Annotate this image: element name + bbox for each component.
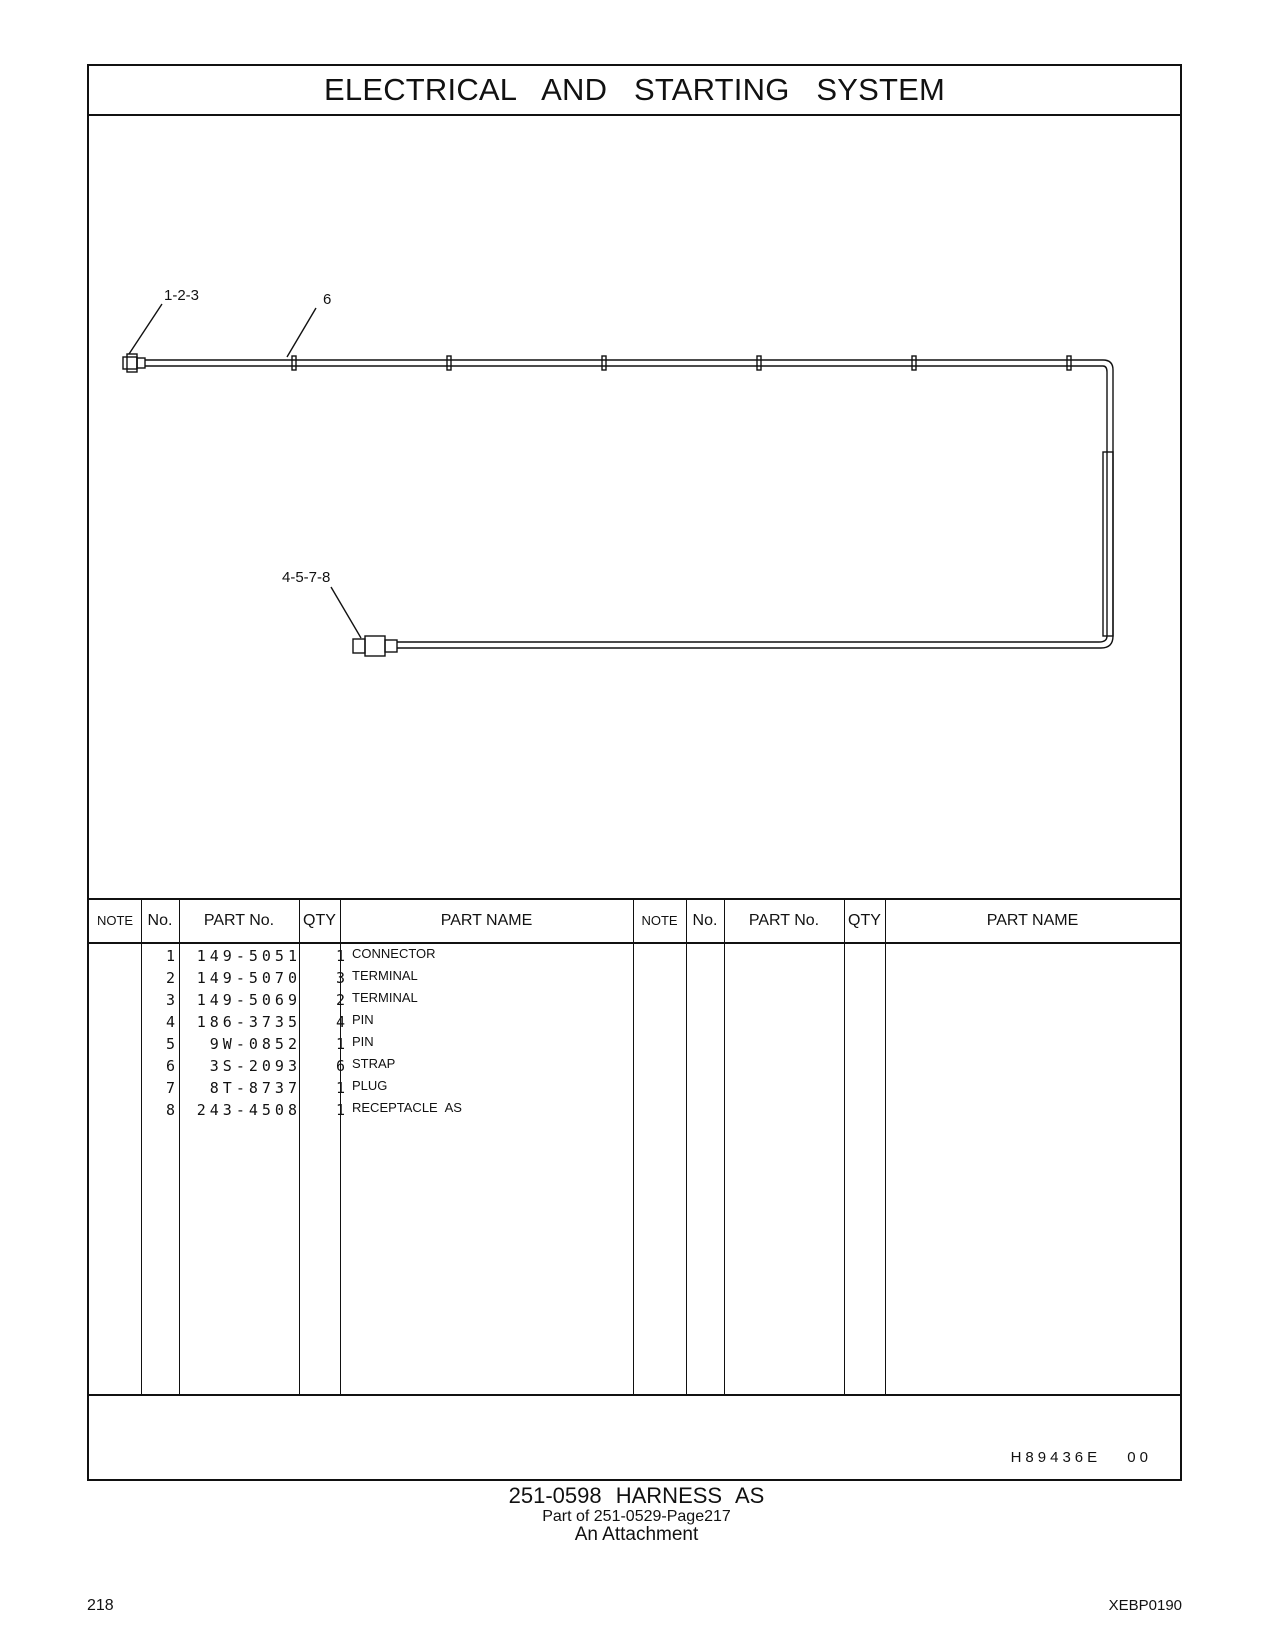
table-row [89,1076,629,1098]
quantity: 1 [335,1079,345,1097]
item-number: 7 [165,1079,175,1097]
strap [292,356,296,370]
table-row [89,988,629,1010]
connector-4578 [353,639,365,653]
quantity: 2 [335,991,345,1009]
header-part-name-2: PART NAME [986,912,1079,929]
caption-attachment: An Attachment [574,1524,699,1545]
item-number: 8 [165,1101,175,1119]
connector-123 [123,357,137,369]
quantity: 1 [335,1035,345,1053]
part-number: 243-4508 [196,1101,301,1119]
callout-6: 6 [323,291,332,308]
table-footer-line [89,1394,1180,1396]
part-number: 3S-2093 [209,1057,301,1075]
leader-123 [129,304,162,354]
part-number: 149-5070 [196,969,301,987]
part-name: TERMINAL [352,968,418,983]
quantity: 1 [335,1101,345,1119]
item-number: 1 [165,947,175,965]
strap [912,356,916,370]
page-frame [87,64,1182,1481]
item-number: 4 [165,1013,175,1031]
header-no: No. [147,912,173,929]
caption-part-of: Part of 251-0529-Page217 [542,1508,731,1525]
table-row [89,944,629,966]
strap [447,356,451,370]
strap [1067,356,1071,370]
header-no-2: No. [692,912,718,929]
harness-wire-right [1103,360,1113,636]
quantity: 4 [335,1013,345,1031]
part-number: 149-5069 [196,991,301,1009]
callout-4578: 4-5-7-8 [282,569,331,586]
item-number: 6 [165,1057,175,1075]
document-code: XEBP0190 [1108,1597,1182,1614]
parts-table-body [89,944,1180,1472]
harness-sleeve [1103,452,1113,636]
part-name: PIN [352,1034,374,1049]
part-name: STRAP [352,1056,396,1071]
leader-4578 [331,587,361,638]
quantity: 6 [335,1057,345,1075]
part-name: PLUG [352,1078,388,1093]
leader-6 [287,308,316,357]
header-qty: QTY [303,912,336,929]
part-number: 9W-0852 [209,1035,301,1053]
part-number: 8T-8737 [209,1079,301,1097]
table-row [89,1032,629,1054]
strap [602,356,606,370]
harness-diagram [89,114,1180,898]
header-note: NOTE [96,913,134,928]
header-part-name: PART NAME [440,912,533,929]
part-name: CONNECTOR [352,946,436,961]
header-part-no: PART No. [203,912,275,929]
illustration-reference: H89436E 00 [1010,1449,1152,1466]
item-number: 2 [165,969,175,987]
parts-table-header [89,898,1180,944]
part-number: 149-5051 [196,947,301,965]
part-name: RECEPTACLE AS [352,1100,462,1115]
table-row [89,1054,629,1076]
item-number: 3 [165,991,175,1009]
strap [757,356,761,370]
part-number: 186-3735 [196,1013,301,1031]
header-part-no-2: PART No. [748,912,820,929]
quantity: 3 [335,969,345,987]
item-number: 5 [165,1035,175,1053]
callout-123: 1-2-3 [164,287,200,304]
part-name: TERMINAL [352,990,418,1005]
table-row [89,966,629,988]
table-row [89,1098,629,1120]
table-row [89,1010,629,1032]
page-title: ELECTRICAL AND STARTING SYSTEM [89,66,1180,116]
page-number: 218 [87,1597,114,1614]
caption-title: 251-0598 HARNESS AS [508,1483,765,1508]
quantity: 1 [335,947,345,965]
header-qty-2: QTY [848,912,881,929]
part-name: PIN [352,1012,374,1027]
header-note-2: NOTE [641,913,678,928]
